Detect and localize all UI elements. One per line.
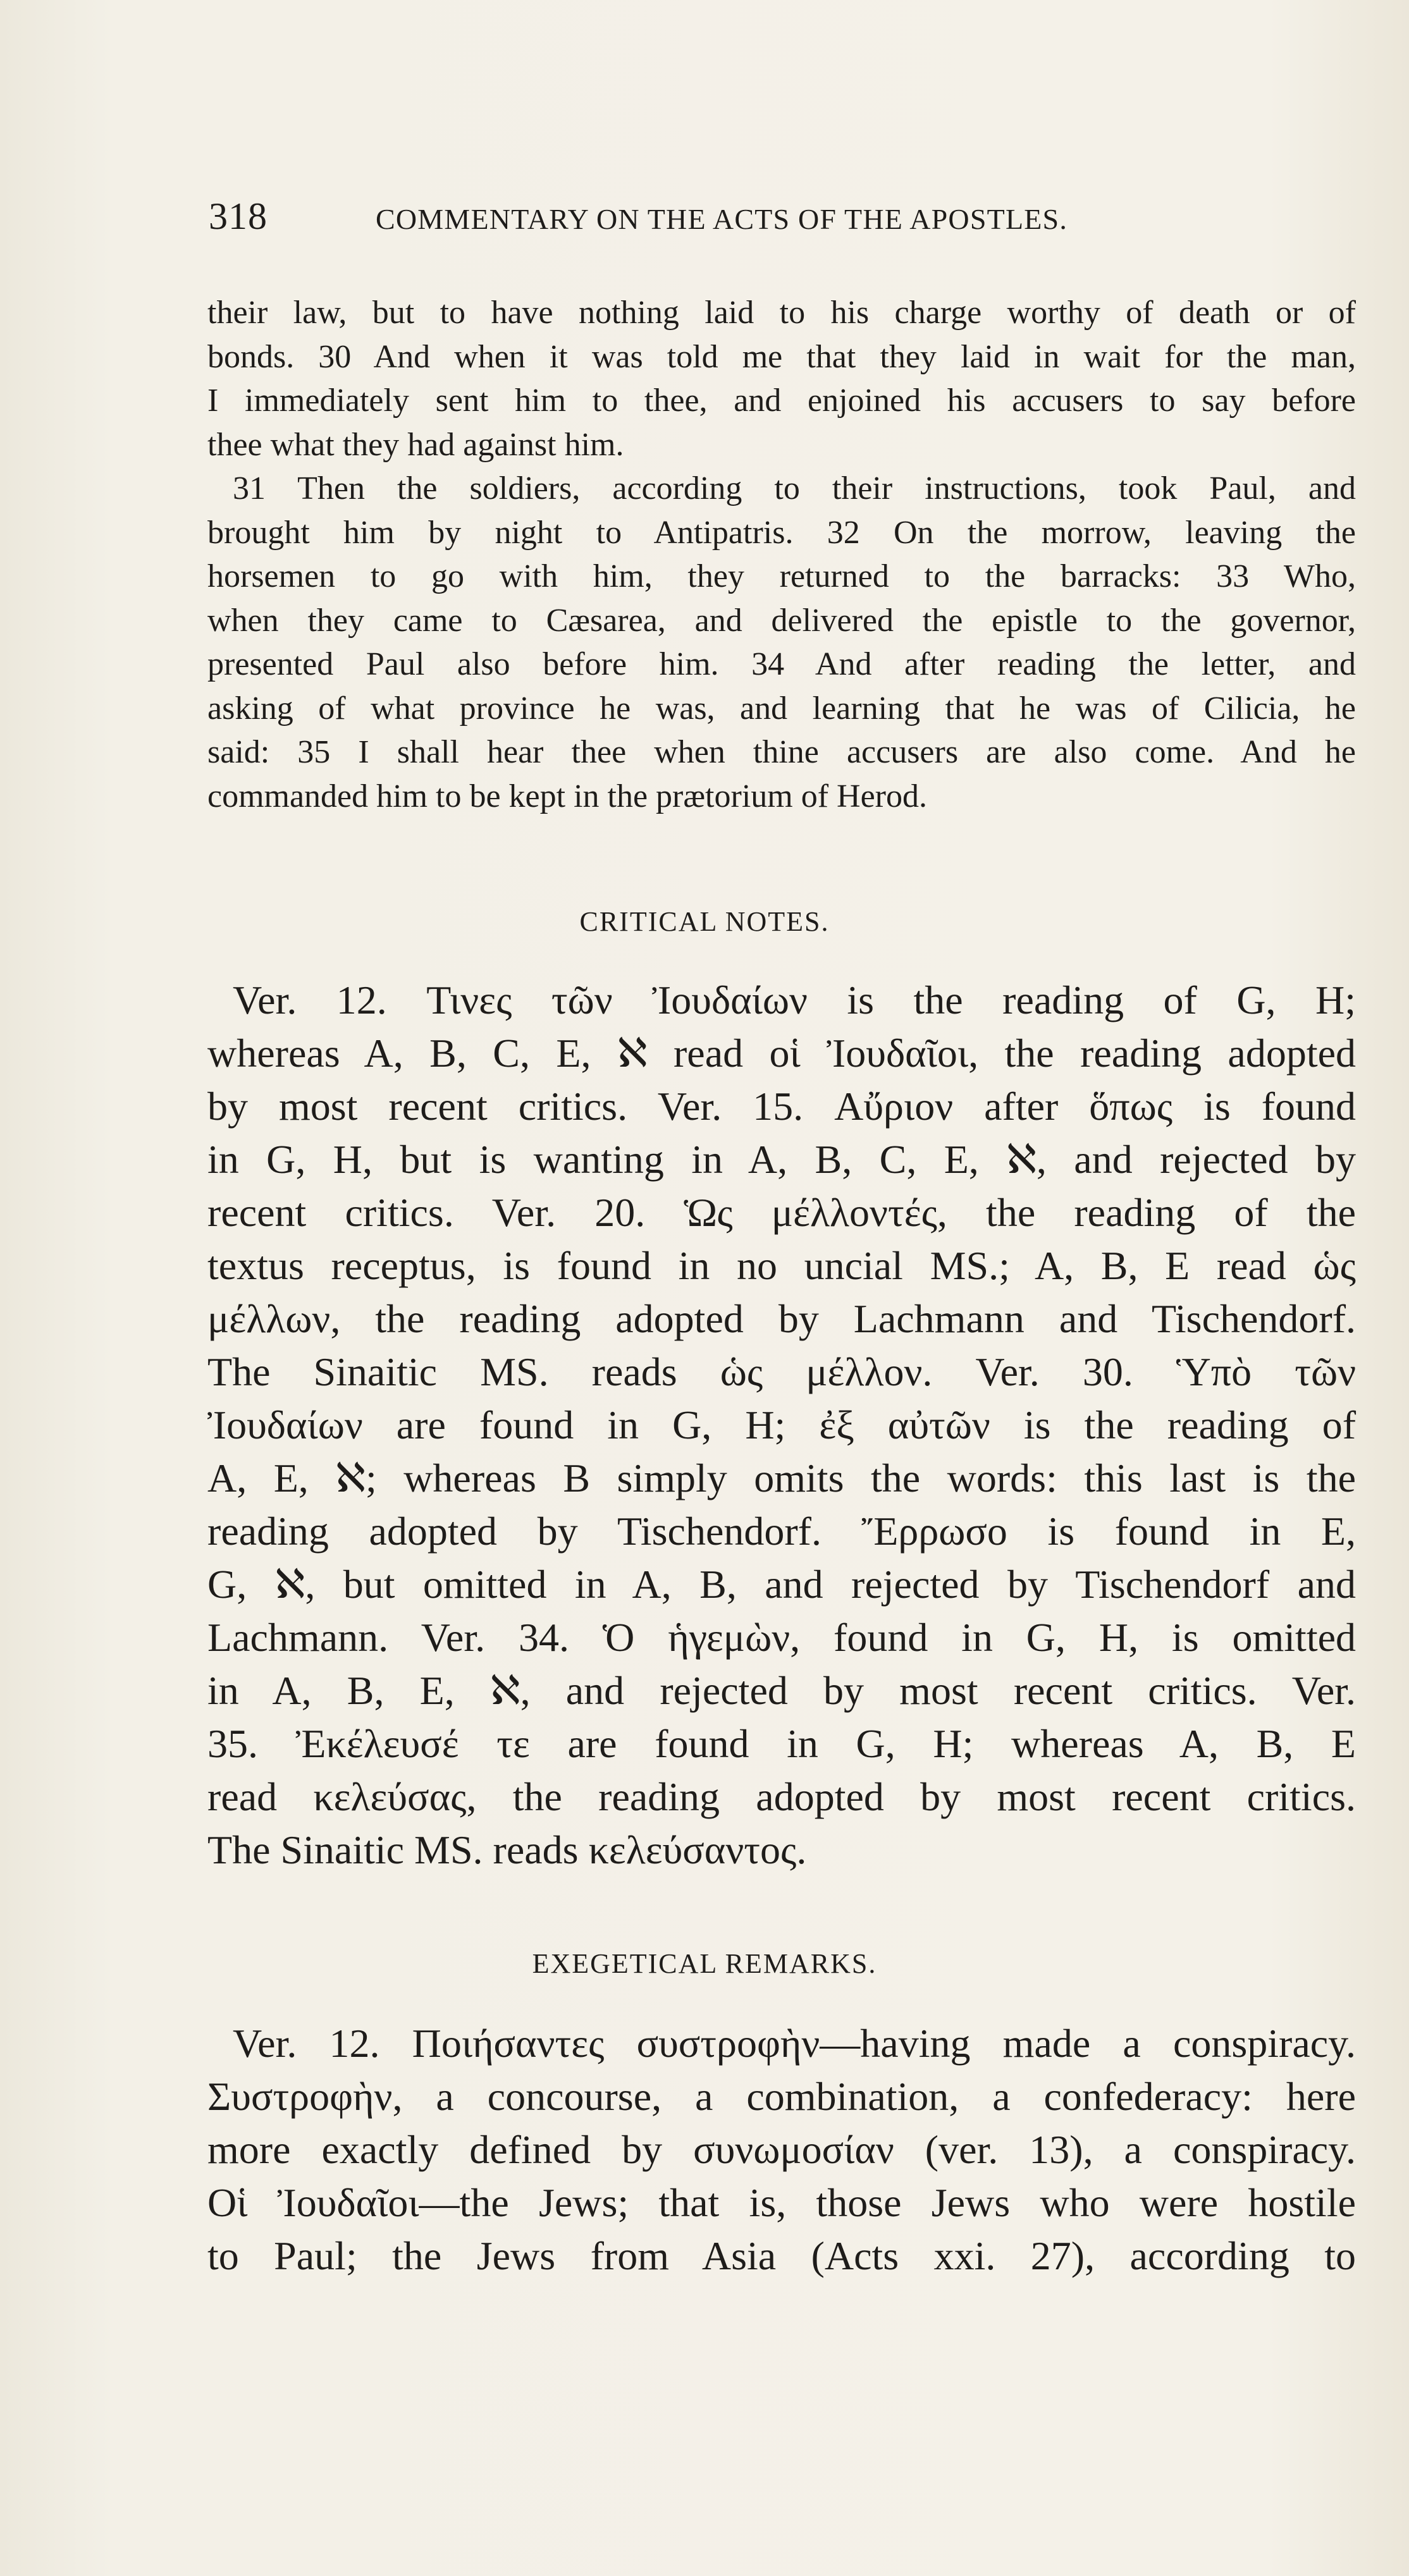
text-line: 31 Then the soldiers, according to their instructions, took Paul, and — [233, 470, 1356, 506]
text-line: I immediately sent him to thee, and enjoined his accusers to say before — [207, 383, 1356, 419]
text-line: asking of what province he was, and learning that he was of Cilicia, he — [207, 690, 1356, 727]
page-number: 318 — [209, 195, 268, 237]
remarks-line: Συστροφὴν, a concourse, a combination, a confederacy: here — [207, 2074, 1356, 2119]
page-header — [209, 195, 1195, 239]
exegetical-remarks-text — [207, 2017, 1356, 2283]
notes-line: Ἰουδαίων are found in G, H; ἐξ αὐτῶν is the reading of — [207, 1402, 1356, 1447]
notes-line: in G, H, but is wanting in A, B, C, E, ℵ, and rejected by — [207, 1137, 1356, 1182]
remarks-line: Ver. 12. Ποιήσαντες συστροφὴν—having made a conspiracy. — [233, 2021, 1356, 2066]
remarks-line: to Paul; the Jews from Asia (Acts xxi. 27), according to — [207, 2233, 1356, 2278]
notes-line: by most recent critics. Ver. 15. Αὔριον after ὅπως is found — [207, 1084, 1356, 1129]
text-line: commanded him to be kept in the prætorium of Herod. — [207, 778, 927, 814]
exegetical-remarks-heading: EXEGETICAL REMARKS. — [532, 1948, 877, 1979]
critical-notes-text — [207, 974, 1356, 1877]
remarks-line: more exactly defined by συνωμοσίαν (ver. 13), a conspiracy. — [207, 2127, 1356, 2172]
notes-line: The Sinaitic MS. reads κελεύσαντος. — [207, 1827, 807, 1872]
notes-line: in A, B, E, ℵ, and rejected by most recent critics. Ver. — [207, 1668, 1356, 1713]
critical-notes-heading: CRITICAL NOTES. — [579, 906, 830, 937]
text-line: said: 35 I shall hear thee when thine accusers are also come. And he — [207, 734, 1356, 770]
text-line: presented Paul also before him. 34 And after reading the letter, and — [207, 646, 1356, 682]
notes-line: The Sinaitic MS. reads ὡς μέλλον. Ver. 30. Ὑπὸ τῶν — [207, 1349, 1356, 1394]
notes-line: μέλλων, the reading adopted by Lachmann and Tischendorf. — [207, 1296, 1356, 1341]
notes-line: whereas A, B, C, E, ℵ read οἱ Ἰουδαῖοι, the reading adopted — [207, 1031, 1356, 1076]
notes-line: 35. Ἐκέλευσέ τε are found in G, H; whereas A, B, E — [207, 1721, 1356, 1766]
notes-line: reading adopted by Tischendorf. Ἔρρωσο is found in E, — [207, 1509, 1356, 1554]
notes-line: A, E, ℵ; whereas B simply omits the words: this last is the — [207, 1456, 1356, 1500]
notes-line: read κελεύσας, the reading adopted by most recent critics. — [207, 1774, 1356, 1819]
text-line: bonds. 30 And when it was told me that they laid in wait for the man, — [207, 338, 1356, 375]
notes-line: recent critics. Ver. 20. Ὡς μέλλοντές, the reading of the — [207, 1190, 1356, 1235]
notes-line: textus receptus, is found in no uncial MS.; A, B, E read ὡς — [207, 1243, 1356, 1288]
text-line: their law, but to have nothing laid to his charge worthy of death or of — [207, 295, 1356, 331]
text-line: when they came to Cæsarea, and delivered the epistle to the governor, — [207, 602, 1356, 639]
text-line: horsemen to go with him, they returned to the barracks: 33 Who, — [207, 558, 1356, 594]
text-line: thee what they had against him. — [207, 426, 624, 463]
notes-line: G, ℵ, but omitted in A, B, and rejected by Tischendorf and — [207, 1562, 1356, 1607]
notes-line: Ver. 12. Τινες τῶν Ἰουδαίων is the reading of G, H; — [233, 978, 1356, 1022]
text-line: brought him by night to Antipatris. 32 On the morrow, leaving the — [207, 514, 1356, 551]
remarks-line: Οἱ Ἰουδαῖοι—the Jews; that is, those Jews who were hostile — [207, 2180, 1356, 2225]
translation-text — [207, 291, 1356, 818]
notes-line: Lachmann. Ver. 34. Ὁ ἡγεμὼν, found in G, H, is omitted — [207, 1615, 1356, 1660]
running-head: COMMENTARY ON THE ACTS OF THE APOSTLES. — [376, 203, 1068, 235]
